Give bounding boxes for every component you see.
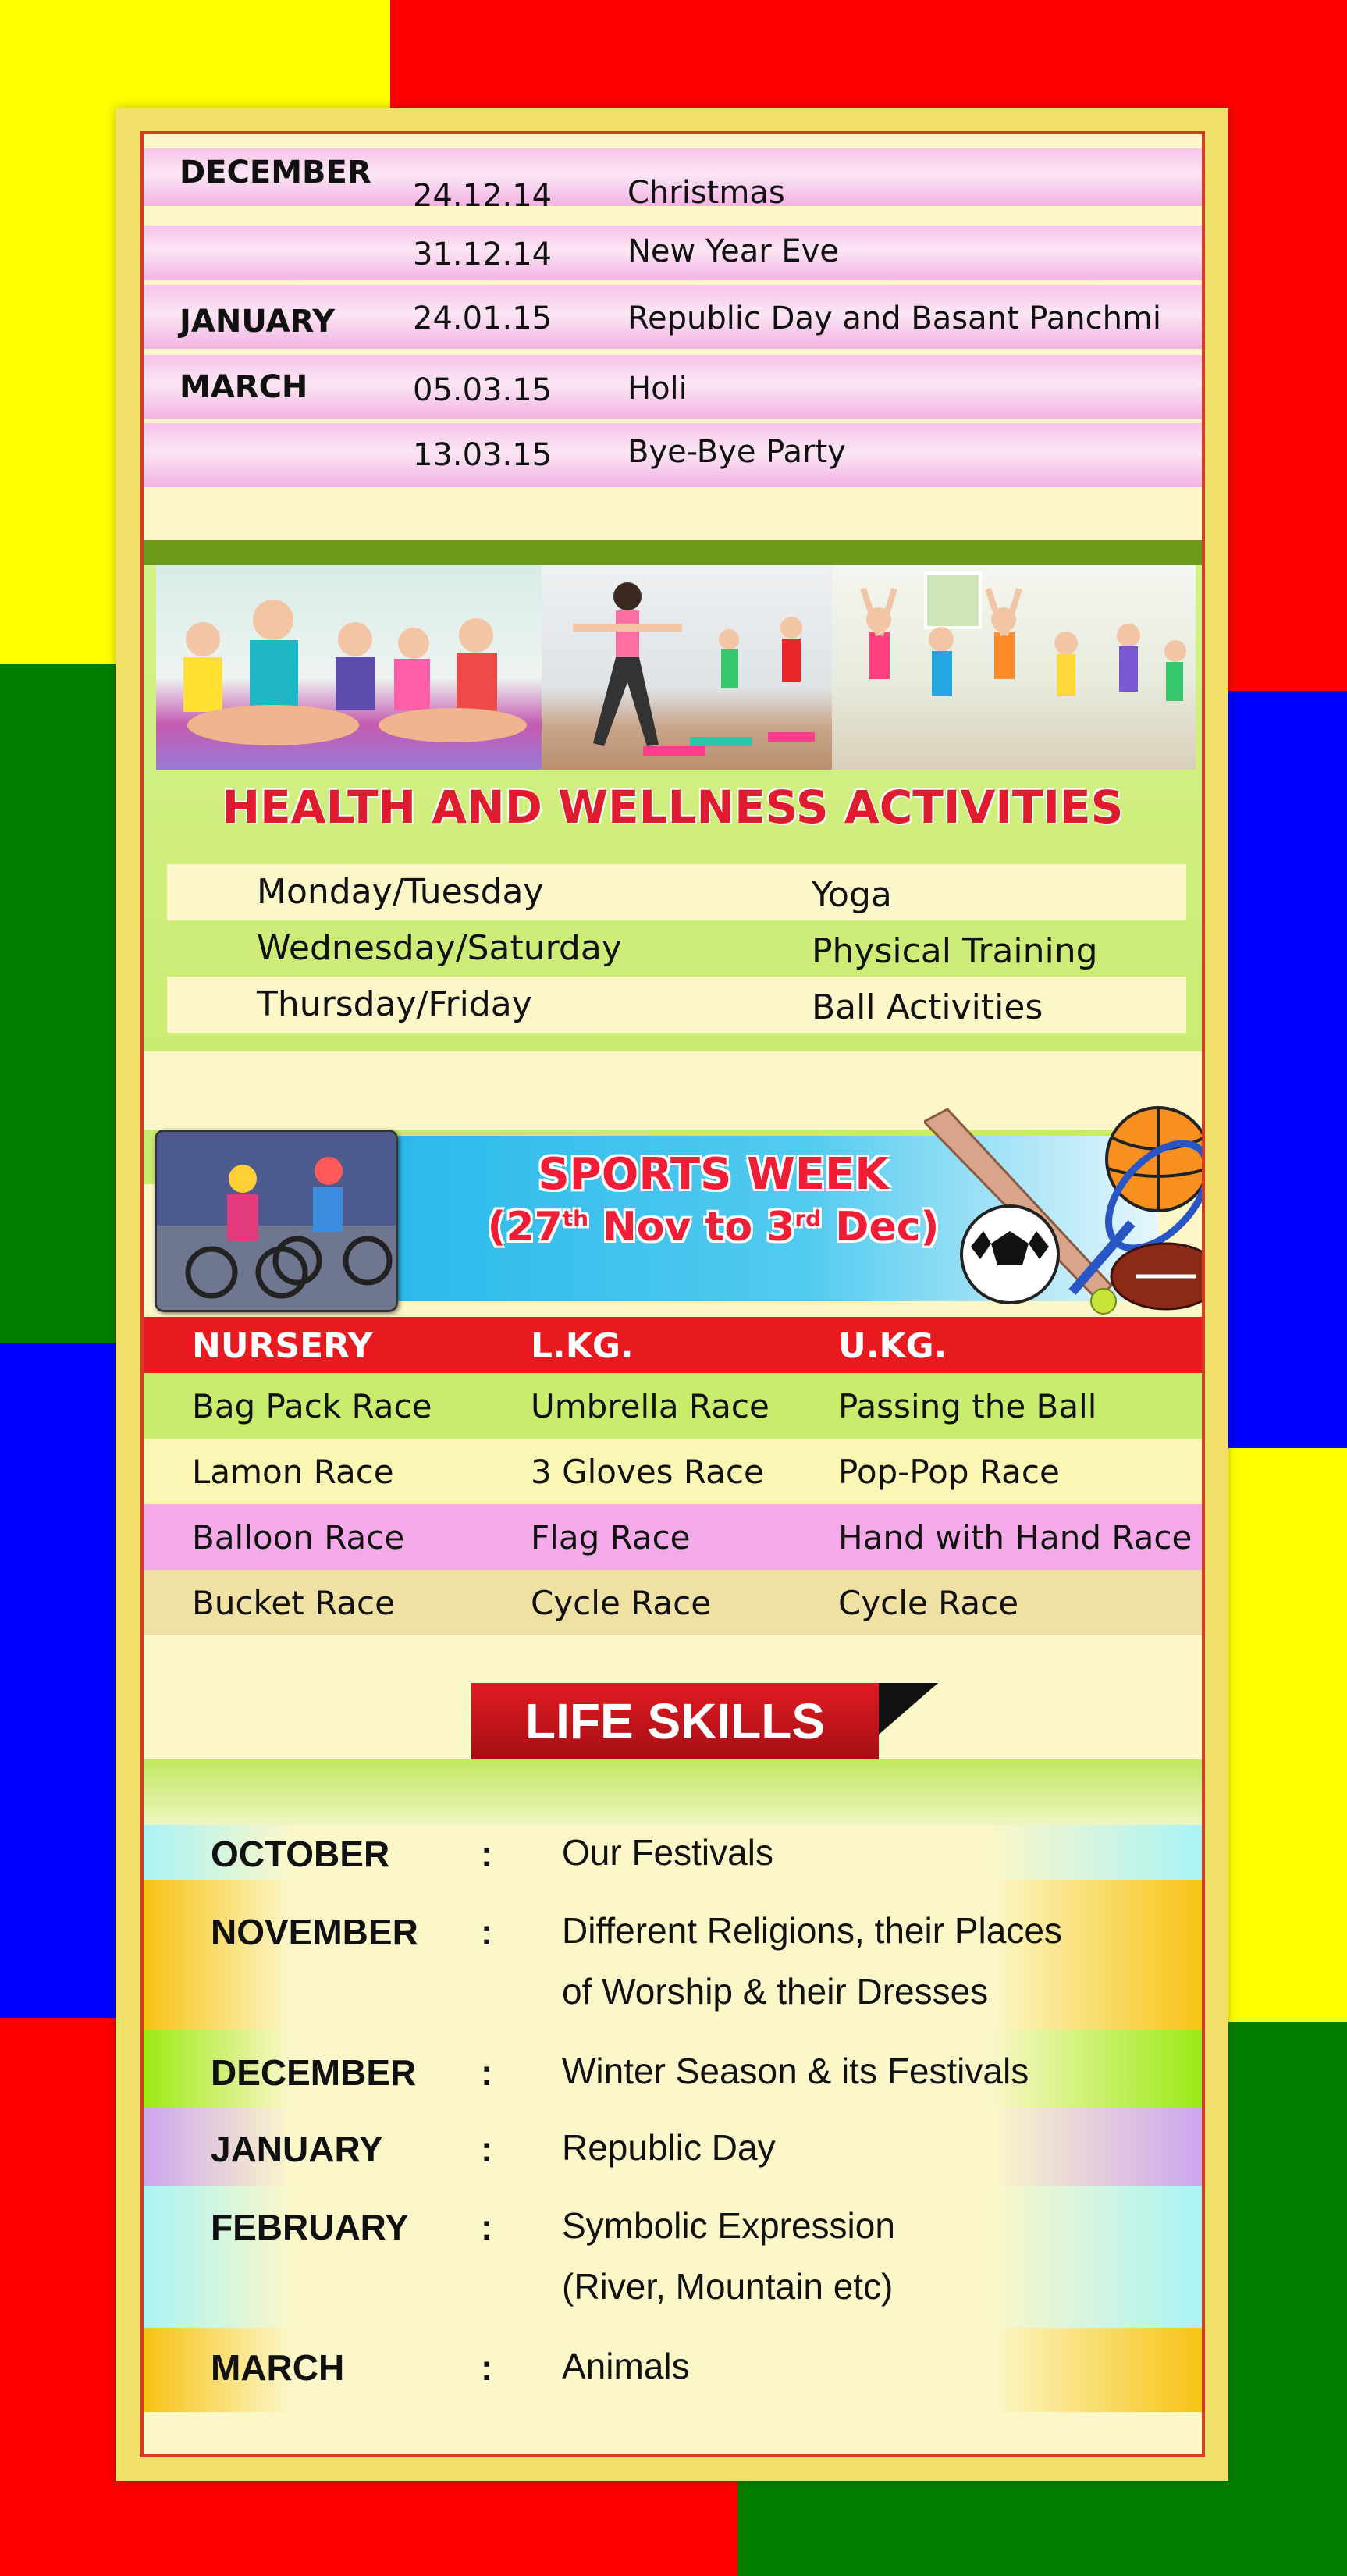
race-cell: Bucket Race bbox=[192, 1584, 395, 1622]
separator-colon: : bbox=[481, 2129, 493, 2169]
separator-colon: : bbox=[481, 1834, 493, 1874]
sports-table-row bbox=[144, 1504, 1202, 1570]
wellness-days: Monday/Tuesday bbox=[257, 872, 544, 912]
life-skills-topic bbox=[562, 2041, 1155, 2101]
wellness-activity: Ball Activities bbox=[812, 987, 1043, 1027]
calendar-event: Christmas bbox=[627, 175, 785, 211]
life-skills-title: LIFE SKILLS bbox=[471, 1683, 879, 1759]
activity-card bbox=[140, 131, 1205, 2457]
race-cell: Cycle Race bbox=[838, 1584, 1019, 1622]
topic-line: Our Festivals bbox=[562, 1832, 773, 1873]
wellness-row bbox=[167, 864, 1186, 920]
section-divider bbox=[144, 540, 1202, 565]
race-cell: Flag Race bbox=[531, 1518, 691, 1557]
calendar-month: JANUARY bbox=[179, 304, 336, 340]
race-cell: Passing the Ball bbox=[838, 1387, 1097, 1425]
separator-colon: : bbox=[481, 2052, 493, 2093]
dates-text: Nov to 3 bbox=[588, 1204, 795, 1251]
column-header: NURSERY bbox=[192, 1326, 373, 1366]
life-skills-topic bbox=[562, 2195, 1155, 2317]
race-cell: Pop-Pop Race bbox=[838, 1453, 1060, 1491]
yoga-photo bbox=[156, 565, 542, 770]
topic-line: Different Religions, their Places bbox=[562, 1910, 1062, 1951]
separator-colon: : bbox=[481, 2207, 493, 2247]
bg-blue-left bbox=[0, 1343, 125, 2018]
column-header: L.KG. bbox=[531, 1326, 634, 1366]
bg-green-left bbox=[0, 664, 125, 1343]
calendar-event: New Year Eve bbox=[627, 233, 839, 269]
wellness-title: HEALTH AND WELLNESS ACTIVITIES bbox=[222, 781, 1124, 834]
race-cell: Umbrella Race bbox=[531, 1387, 769, 1425]
calendar-row bbox=[144, 226, 1205, 280]
wellness-days: Thursday/Friday bbox=[257, 984, 532, 1024]
life-skills-topic bbox=[562, 1900, 1155, 2022]
life-skills-month: DECEMBER bbox=[211, 2052, 417, 2093]
life-skills-topic bbox=[562, 2336, 1155, 2396]
life-skills-row bbox=[144, 2328, 1202, 2412]
calendar-month: MARCH bbox=[179, 369, 308, 405]
exercise-photo bbox=[542, 565, 832, 770]
race-cell: Bag Pack Race bbox=[192, 1387, 432, 1425]
calendar-date: 05.03.15 bbox=[413, 372, 553, 408]
dates-suffix: th bbox=[562, 1205, 589, 1232]
calendar-month: DECEMBER bbox=[179, 155, 371, 190]
life-skills-month: MARCH bbox=[211, 2347, 345, 2388]
life-skills-row bbox=[144, 1880, 1202, 2030]
life-skills-band bbox=[144, 1759, 1202, 1825]
life-skills-month: FEBRUARY bbox=[211, 2207, 409, 2247]
life-skills-topic bbox=[562, 1822, 1155, 1883]
title-tab-corner bbox=[879, 1683, 938, 1735]
calendar-row bbox=[144, 285, 1205, 349]
calendar-row bbox=[144, 355, 1205, 419]
life-skills-row bbox=[144, 2108, 1202, 2186]
wellness-activity: Yoga bbox=[812, 875, 892, 915]
sports-week-title: SPORTS WEEK bbox=[538, 1149, 889, 1200]
race-cell: Cycle Race bbox=[531, 1584, 712, 1622]
wellness-row bbox=[167, 977, 1186, 1033]
life-skills-month: NOVEMBER bbox=[211, 1912, 418, 1952]
calendar-row bbox=[144, 148, 1205, 214]
calendar-event: Bye-Bye Party bbox=[627, 434, 846, 470]
calendar-event: Holi bbox=[627, 371, 688, 407]
calendar-event: Republic Day and Basant Panchmi bbox=[627, 301, 1162, 336]
life-skills-month: OCTOBER bbox=[211, 1834, 390, 1874]
sports-table-row bbox=[144, 1373, 1202, 1439]
calendar-row bbox=[144, 423, 1205, 487]
wellness-row bbox=[167, 920, 1186, 977]
life-skills-row bbox=[144, 2030, 1202, 2108]
life-skills-row bbox=[144, 2186, 1202, 2328]
life-skills-row bbox=[144, 1825, 1202, 1880]
dates-text: (27 bbox=[487, 1204, 563, 1251]
calendar-date: 13.03.15 bbox=[413, 437, 553, 473]
cycling-photo bbox=[155, 1130, 398, 1312]
sports-table-header bbox=[144, 1317, 1202, 1373]
topic-line: Animals bbox=[562, 2346, 690, 2386]
separator-colon: : bbox=[481, 1912, 493, 1952]
calendar-date: 24.01.15 bbox=[413, 301, 553, 336]
wellness-days: Wednesday/Saturday bbox=[257, 928, 622, 968]
sports-table-row bbox=[144, 1439, 1202, 1504]
race-cell: Lamon Race bbox=[192, 1453, 394, 1491]
dates-text: Dec) bbox=[821, 1204, 940, 1251]
topic-line: (River, Mountain etc) bbox=[562, 2266, 894, 2307]
topic-line: Winter Season & its Festivals bbox=[562, 2051, 1029, 2091]
sports-table-row bbox=[144, 1570, 1202, 1635]
topic-line: Symbolic Expression bbox=[562, 2205, 895, 2246]
life-skills-topic bbox=[562, 2117, 1155, 2178]
dance-photo bbox=[832, 565, 1196, 770]
calendar-date: 24.12.14 bbox=[413, 178, 553, 214]
column-header: U.KG. bbox=[838, 1326, 947, 1366]
topic-line: of Worship & their Dresses bbox=[562, 1971, 989, 2012]
topic-line: Republic Day bbox=[562, 2127, 776, 2168]
calendar-date: 31.12.14 bbox=[413, 237, 553, 272]
bg-yellow-right bbox=[1217, 1448, 1347, 2022]
life-skills-month: JANUARY bbox=[211, 2129, 383, 2169]
wellness-activity: Physical Training bbox=[812, 931, 1098, 971]
separator-colon: : bbox=[481, 2347, 493, 2388]
bg-blue-right bbox=[1217, 691, 1347, 1448]
sports-equipment-icon bbox=[924, 1106, 1205, 1325]
sports-week-dates bbox=[440, 1204, 986, 1251]
dates-suffix: rd bbox=[794, 1205, 822, 1232]
race-cell: 3 Gloves Race bbox=[531, 1453, 764, 1491]
race-cell: Hand with Hand Race bbox=[838, 1518, 1192, 1557]
race-cell: Balloon Race bbox=[192, 1518, 405, 1557]
